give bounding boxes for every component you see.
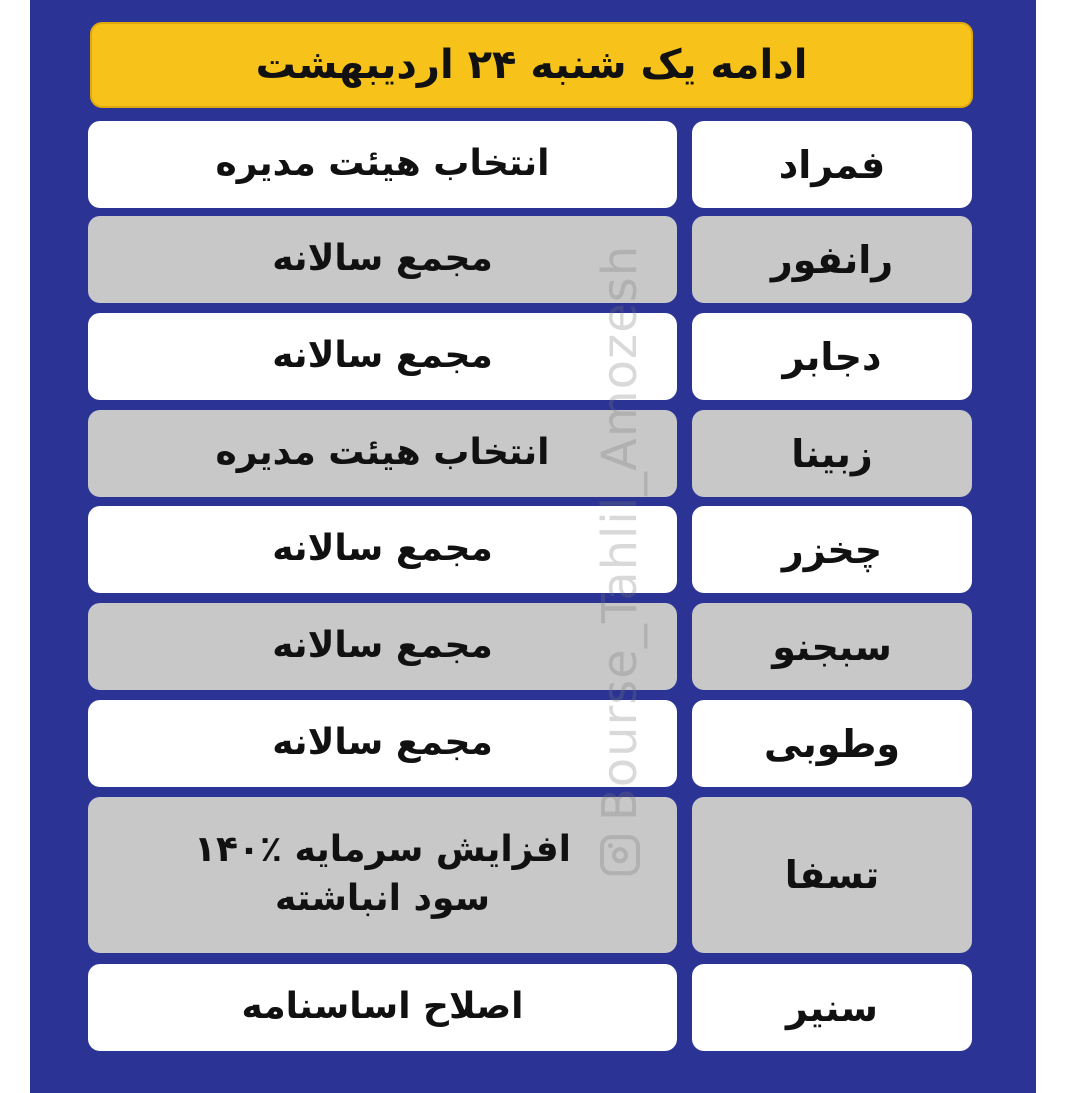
event-cell	[88, 121, 677, 208]
event-text	[272, 719, 493, 768]
event-text	[272, 525, 493, 574]
event-text	[216, 429, 550, 478]
company-cell: زبینا	[692, 410, 972, 497]
event-text	[272, 332, 493, 381]
event-cell	[88, 410, 677, 497]
event-cell	[88, 603, 677, 690]
company-cell: رانفور	[692, 216, 972, 303]
company-cell: دجابر	[692, 313, 972, 400]
company-cell: وطوبی	[692, 700, 972, 787]
event-text	[216, 140, 550, 189]
event-line: انتخاب هیئت مدیره	[215, 432, 550, 474]
event-line: مجمع سالانه	[272, 335, 493, 377]
event-line: مجمع سالانه	[272, 528, 493, 570]
event-line: سود انباشته	[275, 878, 490, 919]
event-cell	[88, 700, 677, 787]
event-cell	[88, 313, 677, 400]
event-line: افزایش سرمایه ٪۱۴۰	[194, 829, 571, 871]
event-text	[272, 622, 493, 671]
event-text	[242, 983, 524, 1032]
company-cell: چخزر	[692, 506, 972, 593]
page-title: ادامه یک شنبه ۲۴ اردیبهشت	[90, 22, 973, 108]
event-cell	[88, 964, 677, 1051]
company-cell: فمراد	[692, 121, 972, 208]
event-text	[194, 826, 571, 923]
event-cell	[88, 216, 677, 303]
company-cell: سنیر	[692, 964, 972, 1051]
company-cell: سبجنو	[692, 603, 972, 690]
event-line: مجمع سالانه	[272, 625, 493, 667]
watermark-text: Bourse_Tahlil_Amozesh	[592, 244, 648, 822]
event-line: انتخاب هیئت مدیره	[215, 143, 550, 185]
event-cell	[88, 506, 677, 593]
event-line: مجمع سالانه	[272, 722, 493, 764]
event-line: مجمع سالانه	[272, 238, 493, 280]
event-cell	[88, 797, 677, 953]
event-text	[272, 235, 493, 284]
company-cell: تسفا	[692, 797, 972, 953]
event-line: اصلاح اساسنامه	[241, 986, 524, 1028]
